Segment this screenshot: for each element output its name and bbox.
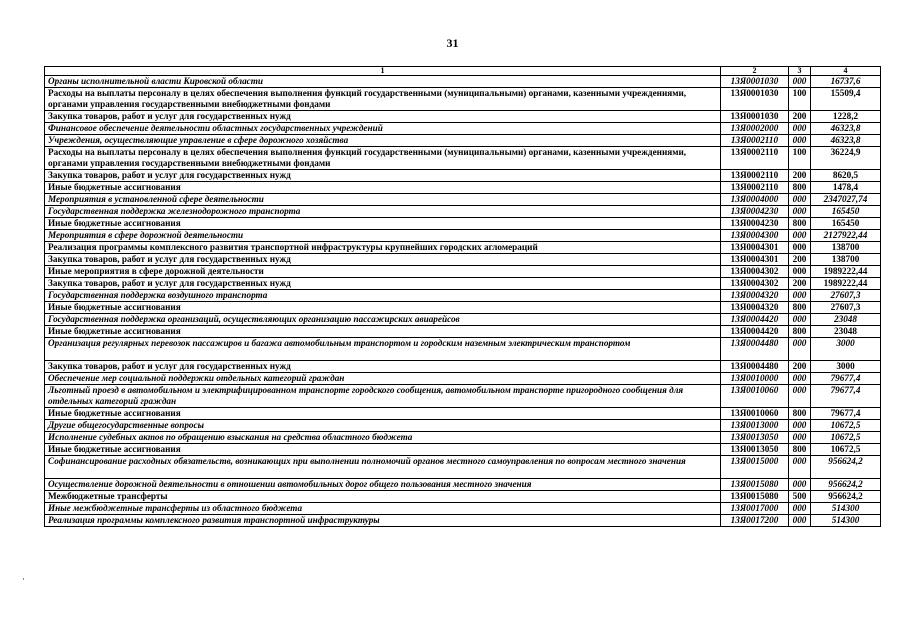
cell-name: Обеспечение мер социальной поддержки отдельных категорий граждан — [45, 373, 721, 385]
cell-code: 13Я0004301 — [721, 242, 789, 254]
cell-kind: 800 — [789, 326, 811, 338]
cell-kind: 000 — [789, 385, 811, 408]
cell-name: Межбюджетные трансферты — [45, 491, 721, 503]
cell-name: Иные бюджетные ассигнования — [45, 444, 721, 456]
cell-kind: 800 — [789, 444, 811, 456]
cell-sum: 1228,2 — [811, 111, 881, 123]
cell-code: 13Я0004302 — [721, 278, 789, 290]
cell-code: 13Я0015080 — [721, 479, 789, 491]
table-row — [45, 266, 881, 278]
cell-kind: 100 — [789, 88, 811, 111]
cell-code: 13Я0004301 — [721, 254, 789, 266]
cell-sum: 10672,5 — [811, 432, 881, 444]
table-row — [45, 444, 881, 456]
margin-mark: · — [22, 574, 25, 584]
cell-code: 13Я0002110 — [721, 170, 789, 182]
cell-kind: 500 — [789, 491, 811, 503]
cell-sum: 79677,4 — [811, 373, 881, 385]
cell-kind: 000 — [789, 123, 811, 135]
cell-name: Закупка товаров, работ и услуг для государственных нужд — [45, 170, 721, 182]
cell-sum: 138700 — [811, 254, 881, 266]
cell-kind: 800 — [789, 408, 811, 420]
cell-sum: 79677,4 — [811, 408, 881, 420]
cell-name: Государственная поддержка воздушного транспорта — [45, 290, 721, 302]
cell-code: 13Я0010000 — [721, 373, 789, 385]
cell-name: Другие общегосударственные вопросы — [45, 420, 721, 432]
cell-sum: 46323,8 — [811, 123, 881, 135]
cell-kind: 000 — [789, 314, 811, 326]
table-row — [45, 302, 881, 314]
cell-kind: 000 — [789, 194, 811, 206]
cell-kind: 000 — [789, 338, 811, 361]
cell-kind: 000 — [789, 456, 811, 479]
header-code: 2 — [721, 67, 789, 76]
cell-kind: 800 — [789, 182, 811, 194]
cell-name: Софинансирование расходных обязательств, возникающих при выполнении полномочий органов местного самоуправления по вопросам местного значения — [45, 456, 721, 479]
table-row — [45, 194, 881, 206]
cell-code: 13Я0004480 — [721, 338, 789, 361]
cell-name: Расходы на выплаты персоналу в целях обеспечения выполнения функций государственными (муниципальными) органами, казенными учреждениями, органами управления государственными внебюджетными фондами — [45, 88, 721, 111]
cell-code: 13Я0017000 — [721, 503, 789, 515]
table-row — [45, 170, 881, 182]
header-sum: 4 — [811, 67, 881, 76]
cell-name: Мероприятия в сфере дорожной деятельности — [45, 230, 721, 242]
cell-name: Исполнение судебных актов по обращению взыскания на средства областного бюджета — [45, 432, 721, 444]
cell-sum: 15509,4 — [811, 88, 881, 111]
cell-kind: 000 — [789, 479, 811, 491]
cell-sum: 1989222,44 — [811, 278, 881, 290]
table-row — [45, 432, 881, 444]
cell-sum: 165450 — [811, 206, 881, 218]
table-row — [45, 206, 881, 218]
cell-sum: 514300 — [811, 515, 881, 527]
cell-sum: 2347027,74 — [811, 194, 881, 206]
table-row — [45, 218, 881, 230]
table-row — [45, 456, 881, 479]
cell-kind: 200 — [789, 254, 811, 266]
cell-name: Иные бюджетные ассигнования — [45, 182, 721, 194]
cell-code: 13Я0004000 — [721, 194, 789, 206]
table-row — [45, 326, 881, 338]
cell-sum: 956624,2 — [811, 491, 881, 503]
table-row — [45, 314, 881, 326]
cell-kind: 800 — [789, 302, 811, 314]
cell-sum: 16737,6 — [811, 76, 881, 88]
cell-kind: 000 — [789, 135, 811, 147]
cell-name: Реализация программы комплексного развития транспортной инфраструктуры — [45, 515, 721, 527]
cell-sum: 8620,5 — [811, 170, 881, 182]
table-row — [45, 361, 881, 373]
table-row — [45, 503, 881, 515]
cell-code: 13Я0001030 — [721, 111, 789, 123]
cell-sum: 79677,4 — [811, 385, 881, 408]
cell-name: Учреждения, осуществляющие управление в сфере дорожного хозяйства — [45, 135, 721, 147]
table-row — [45, 491, 881, 503]
cell-name: Иные бюджетные ассигнования — [45, 218, 721, 230]
cell-name: Льготный проезд в автомобильном и электрифицированном транспорте городского сообщения, автомобильном транспорте пригородного сообщения для отдельных категорий граждан — [45, 385, 721, 408]
cell-name: Органы исполнительной власти Кировской области — [45, 76, 721, 88]
cell-name: Осуществление дорожной деятельности в отношении автомобильных дорог общего пользования местного значения — [45, 479, 721, 491]
cell-kind: 000 — [789, 230, 811, 242]
cell-code: 13Я0013000 — [721, 420, 789, 432]
cell-sum: 1989222,44 — [811, 266, 881, 278]
cell-code: 13Я0013050 — [721, 444, 789, 456]
table-row — [45, 147, 881, 170]
cell-kind: 200 — [789, 361, 811, 373]
table-row — [45, 242, 881, 254]
cell-name: Организация регулярных перевозок пассажиров и багажа автомобильным транспортом и городским наземным электрическим транспортом — [45, 338, 721, 361]
cell-code: 13Я0015080 — [721, 491, 789, 503]
cell-sum: 2127922,44 — [811, 230, 881, 242]
cell-kind: 000 — [789, 373, 811, 385]
cell-code: 13Я0004480 — [721, 361, 789, 373]
cell-kind: 000 — [789, 206, 811, 218]
cell-sum: 10672,5 — [811, 420, 881, 432]
cell-code: 13Я0004300 — [721, 230, 789, 242]
cell-code: 13Я0017200 — [721, 515, 789, 527]
cell-name: Закупка товаров, работ и услуг для государственных нужд — [45, 254, 721, 266]
cell-sum: 23048 — [811, 314, 881, 326]
budget-table — [44, 66, 881, 527]
cell-name: Иные мероприятия в сфере дорожной деятельности — [45, 266, 721, 278]
cell-code: 13Я0004230 — [721, 206, 789, 218]
cell-name: Расходы на выплаты персоналу в целях обеспечения выполнения функций государственными (муниципальными) органами, казенными учреждениями, органами управления государственными внебюджетными фондами — [45, 147, 721, 170]
cell-kind: 000 — [789, 242, 811, 254]
cell-sum: 27607,3 — [811, 302, 881, 314]
table-row — [45, 254, 881, 266]
cell-name: Реализация программы комплексного развития транспортной инфраструктуры крупнейших городских агломераций — [45, 242, 721, 254]
cell-code: 13Я0004320 — [721, 302, 789, 314]
table-row — [45, 230, 881, 242]
header-kind: 3 — [789, 67, 811, 76]
cell-code: 13Я0004302 — [721, 266, 789, 278]
cell-name: Мероприятия в установленной сфере деятельности — [45, 194, 721, 206]
cell-kind: 000 — [789, 515, 811, 527]
header-row — [45, 67, 881, 76]
table-row — [45, 123, 881, 135]
cell-sum: 46323,8 — [811, 135, 881, 147]
table-row — [45, 408, 881, 420]
cell-sum: 165450 — [811, 218, 881, 230]
cell-name: Государственная поддержка организаций, осуществляющих организацию пассажирских авиарейсов — [45, 314, 721, 326]
cell-kind: 000 — [789, 76, 811, 88]
table-row — [45, 135, 881, 147]
cell-sum: 36224,9 — [811, 147, 881, 170]
cell-code: 13Я0002000 — [721, 123, 789, 135]
cell-sum: 3000 — [811, 338, 881, 361]
cell-code: 13Я0004230 — [721, 218, 789, 230]
cell-kind: 200 — [789, 278, 811, 290]
cell-sum: 956624,2 — [811, 479, 881, 491]
cell-code: 13Я0010060 — [721, 408, 789, 420]
table-row — [45, 182, 881, 194]
cell-code: 13Я0002110 — [721, 135, 789, 147]
cell-code: 13Я0001030 — [721, 88, 789, 111]
cell-sum: 138700 — [811, 242, 881, 254]
table-row — [45, 420, 881, 432]
cell-sum: 1478,4 — [811, 182, 881, 194]
cell-kind: 000 — [789, 432, 811, 444]
cell-kind: 000 — [789, 420, 811, 432]
table-row — [45, 479, 881, 491]
cell-name: Иные межбюджетные трансферты из областного бюджета — [45, 503, 721, 515]
table-row — [45, 385, 881, 408]
cell-code: 13Я0004420 — [721, 314, 789, 326]
cell-sum: 23048 — [811, 326, 881, 338]
cell-name: Финансовое обеспечение деятельности областных государственных учреждений — [45, 123, 721, 135]
cell-sum: 27607,3 — [811, 290, 881, 302]
cell-code: 13Я0002110 — [721, 182, 789, 194]
cell-kind: 200 — [789, 111, 811, 123]
cell-sum: 956624,2 — [811, 456, 881, 479]
header-name: 1 — [45, 67, 721, 76]
cell-code: 13Я0001030 — [721, 76, 789, 88]
table-row — [45, 88, 881, 111]
table-row — [45, 373, 881, 385]
cell-kind: 200 — [789, 170, 811, 182]
cell-name: Закупка товаров, работ и услуг для государственных нужд — [45, 361, 721, 373]
cell-sum: 3000 — [811, 361, 881, 373]
cell-name: Государственная поддержка железнодорожного транспорта — [45, 206, 721, 218]
cell-name: Иные бюджетные ассигнования — [45, 302, 721, 314]
table-row — [45, 76, 881, 88]
page-number: 31 — [446, 36, 459, 50]
cell-kind: 000 — [789, 266, 811, 278]
cell-name: Иные бюджетные ассигнования — [45, 326, 721, 338]
cell-code: 13Я0010060 — [721, 385, 789, 408]
cell-code: 13Я0004320 — [721, 290, 789, 302]
cell-kind: 100 — [789, 147, 811, 170]
cell-code: 13Я0015000 — [721, 456, 789, 479]
cell-kind: 000 — [789, 503, 811, 515]
cell-kind: 800 — [789, 218, 811, 230]
cell-sum: 10672,5 — [811, 444, 881, 456]
cell-name: Закупка товаров, работ и услуг для государственных нужд — [45, 278, 721, 290]
cell-sum: 514300 — [811, 503, 881, 515]
cell-name: Иные бюджетные ассигнования — [45, 408, 721, 420]
table-row — [45, 278, 881, 290]
cell-code: 13Я0013050 — [721, 432, 789, 444]
table-row — [45, 515, 881, 527]
table-row — [45, 338, 881, 361]
table-row — [45, 290, 881, 302]
cell-kind: 000 — [789, 290, 811, 302]
cell-code: 13Я0002110 — [721, 147, 789, 170]
table-row — [45, 111, 881, 123]
cell-name: Закупка товаров, работ и услуг для государственных нужд — [45, 111, 721, 123]
cell-code: 13Я0004420 — [721, 326, 789, 338]
